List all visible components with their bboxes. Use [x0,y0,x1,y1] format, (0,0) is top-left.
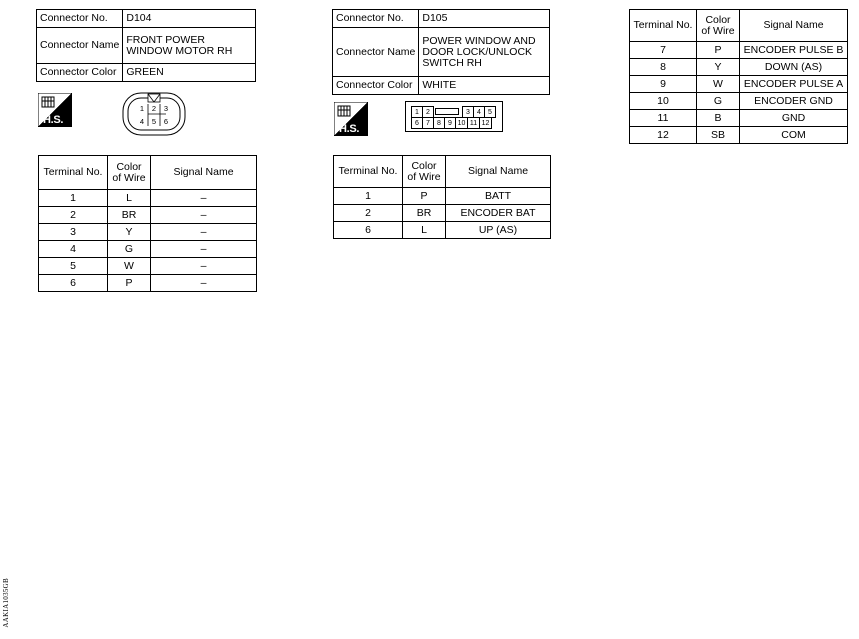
table-row [334,205,551,222]
wire-color-cell: BR [108,207,151,224]
signal-cell: BATT [446,188,551,205]
wire-color-cell: Y [108,224,151,241]
d105-pin: 5 [484,106,496,118]
terminal-cell: 7 [630,42,697,59]
d105-pin: 6 [411,117,423,129]
table-row [630,59,848,76]
d105-pin: 10 [455,117,468,129]
d105-pin: 12 [479,117,492,129]
d105-key [435,108,459,115]
wire-color-cell: G [108,241,151,258]
d104-pin: 6 [163,117,169,126]
signal-cell: – [151,224,257,241]
wire-color-cell: P [697,42,740,59]
hs-harness-side-icon [38,93,72,127]
d104-pin: 5 [151,117,157,126]
signal-cell: UP (AS) [446,222,551,239]
table-row [39,190,257,207]
d105-connector-name: POWER WINDOW AND DOOR LOCK/UNLOCK SWITCH RH [419,28,550,77]
table-row [39,241,257,258]
connector-hand-icon [41,96,55,108]
signal-cell: – [151,190,257,207]
wire-color-cell: W [697,76,740,93]
table-row [630,93,848,110]
d104-connector-color: GREEN [123,64,256,82]
table-row [630,127,848,144]
terminal-cell: 2 [39,207,108,224]
d105-pin: 8 [433,117,445,129]
signal-name-header: Signal Name [151,156,257,190]
terminal-no-header: Terminal No. [39,156,108,190]
wire-color-cell: P [403,188,446,205]
wire-color-cell: B [697,110,740,127]
terminal-cell: 11 [630,110,697,127]
signal-cell: – [151,207,257,224]
d105-connector-no: D105 [419,10,550,28]
terminal-cell: 1 [39,190,108,207]
wire-color-cell: W [108,258,151,275]
terminal-cell: 5 [39,258,108,275]
signal-cell: – [151,241,257,258]
color-of-wire-header: Color of Wire [108,156,151,190]
d105-pin: 4 [473,106,485,118]
d105-pin: 7 [422,117,434,129]
table-row [630,110,848,127]
connector-name-label: Connector Name [37,28,123,64]
figure-code: AAKIA1035GB [2,578,10,628]
connector-no-label: Connector No. [333,10,419,28]
signal-cell: ENCODER PULSE B [740,42,848,59]
terminal-cell: 1 [334,188,403,205]
d105-connector-face [405,101,503,132]
d105-pin: 9 [444,117,456,129]
signal-name-header: Signal Name [740,10,848,42]
d104-connector-info [36,9,256,82]
d105-pin: 2 [422,106,434,118]
d105-connector-info [332,9,550,95]
table-row [39,207,257,224]
d105-pin: 3 [462,106,474,118]
terminal-cell: 3 [39,224,108,241]
d104-pin: 4 [139,117,145,126]
hs-harness-side-icon [334,102,368,136]
terminal-no-header: Terminal No. [630,10,697,42]
terminal-cell: 6 [39,275,108,292]
terminal-cell: 10 [630,93,697,110]
wire-color-cell: SB [697,127,740,144]
signal-cell: GND [740,110,848,127]
wire-color-cell: G [697,93,740,110]
wire-color-cell: Y [697,59,740,76]
connector-name-label: Connector Name [333,28,419,77]
terminal-cell: 2 [334,205,403,222]
d105-pin: 1 [411,106,423,118]
connector-no-label: Connector No. [37,10,123,28]
wire-color-cell: L [108,190,151,207]
color-of-wire-header: Color of Wire [403,156,446,188]
table-row [334,222,551,239]
d104-pin: 2 [151,104,157,113]
table-row [39,224,257,241]
terminal-cell: 9 [630,76,697,93]
connector-color-label: Connector Color [333,77,419,95]
d105-connector-color: WHITE [419,77,550,95]
d105-terminal-table [333,155,551,239]
table-row [630,76,848,93]
connector-hand-icon [337,105,351,117]
terminal-cell: 12 [630,127,697,144]
d104-terminal-table [38,155,257,292]
d104-pin: 3 [163,104,169,113]
signal-cell: ENCODER GND [740,93,848,110]
d105-terminal-table-continued [629,9,848,144]
signal-cell: – [151,258,257,275]
terminal-cell: 6 [334,222,403,239]
wire-color-cell: BR [403,205,446,222]
wire-color-cell: L [403,222,446,239]
hs-label: H.S. [339,123,360,135]
signal-cell: – [151,275,257,292]
d104-pin: 1 [139,104,145,113]
hs-label: H.S. [43,114,64,126]
signal-name-header: Signal Name [446,156,551,188]
signal-cell: COM [740,127,848,144]
wire-color-cell: P [108,275,151,292]
terminal-cell: 4 [39,241,108,258]
d104-connector-no: D104 [123,10,256,28]
d104-connector-face [122,92,186,136]
table-row [334,188,551,205]
table-row [39,275,257,292]
d105-pin: 11 [467,117,480,129]
connector-color-label: Connector Color [37,64,123,82]
signal-cell: ENCODER PULSE A [740,76,848,93]
color-of-wire-header: Color of Wire [697,10,740,42]
d104-connector-name: FRONT POWER WINDOW MOTOR RH [123,28,256,64]
signal-cell: DOWN (AS) [740,59,848,76]
terminal-no-header: Terminal No. [334,156,403,188]
signal-cell: ENCODER BAT [446,205,551,222]
table-row [630,42,848,59]
terminal-cell: 8 [630,59,697,76]
table-row [39,258,257,275]
